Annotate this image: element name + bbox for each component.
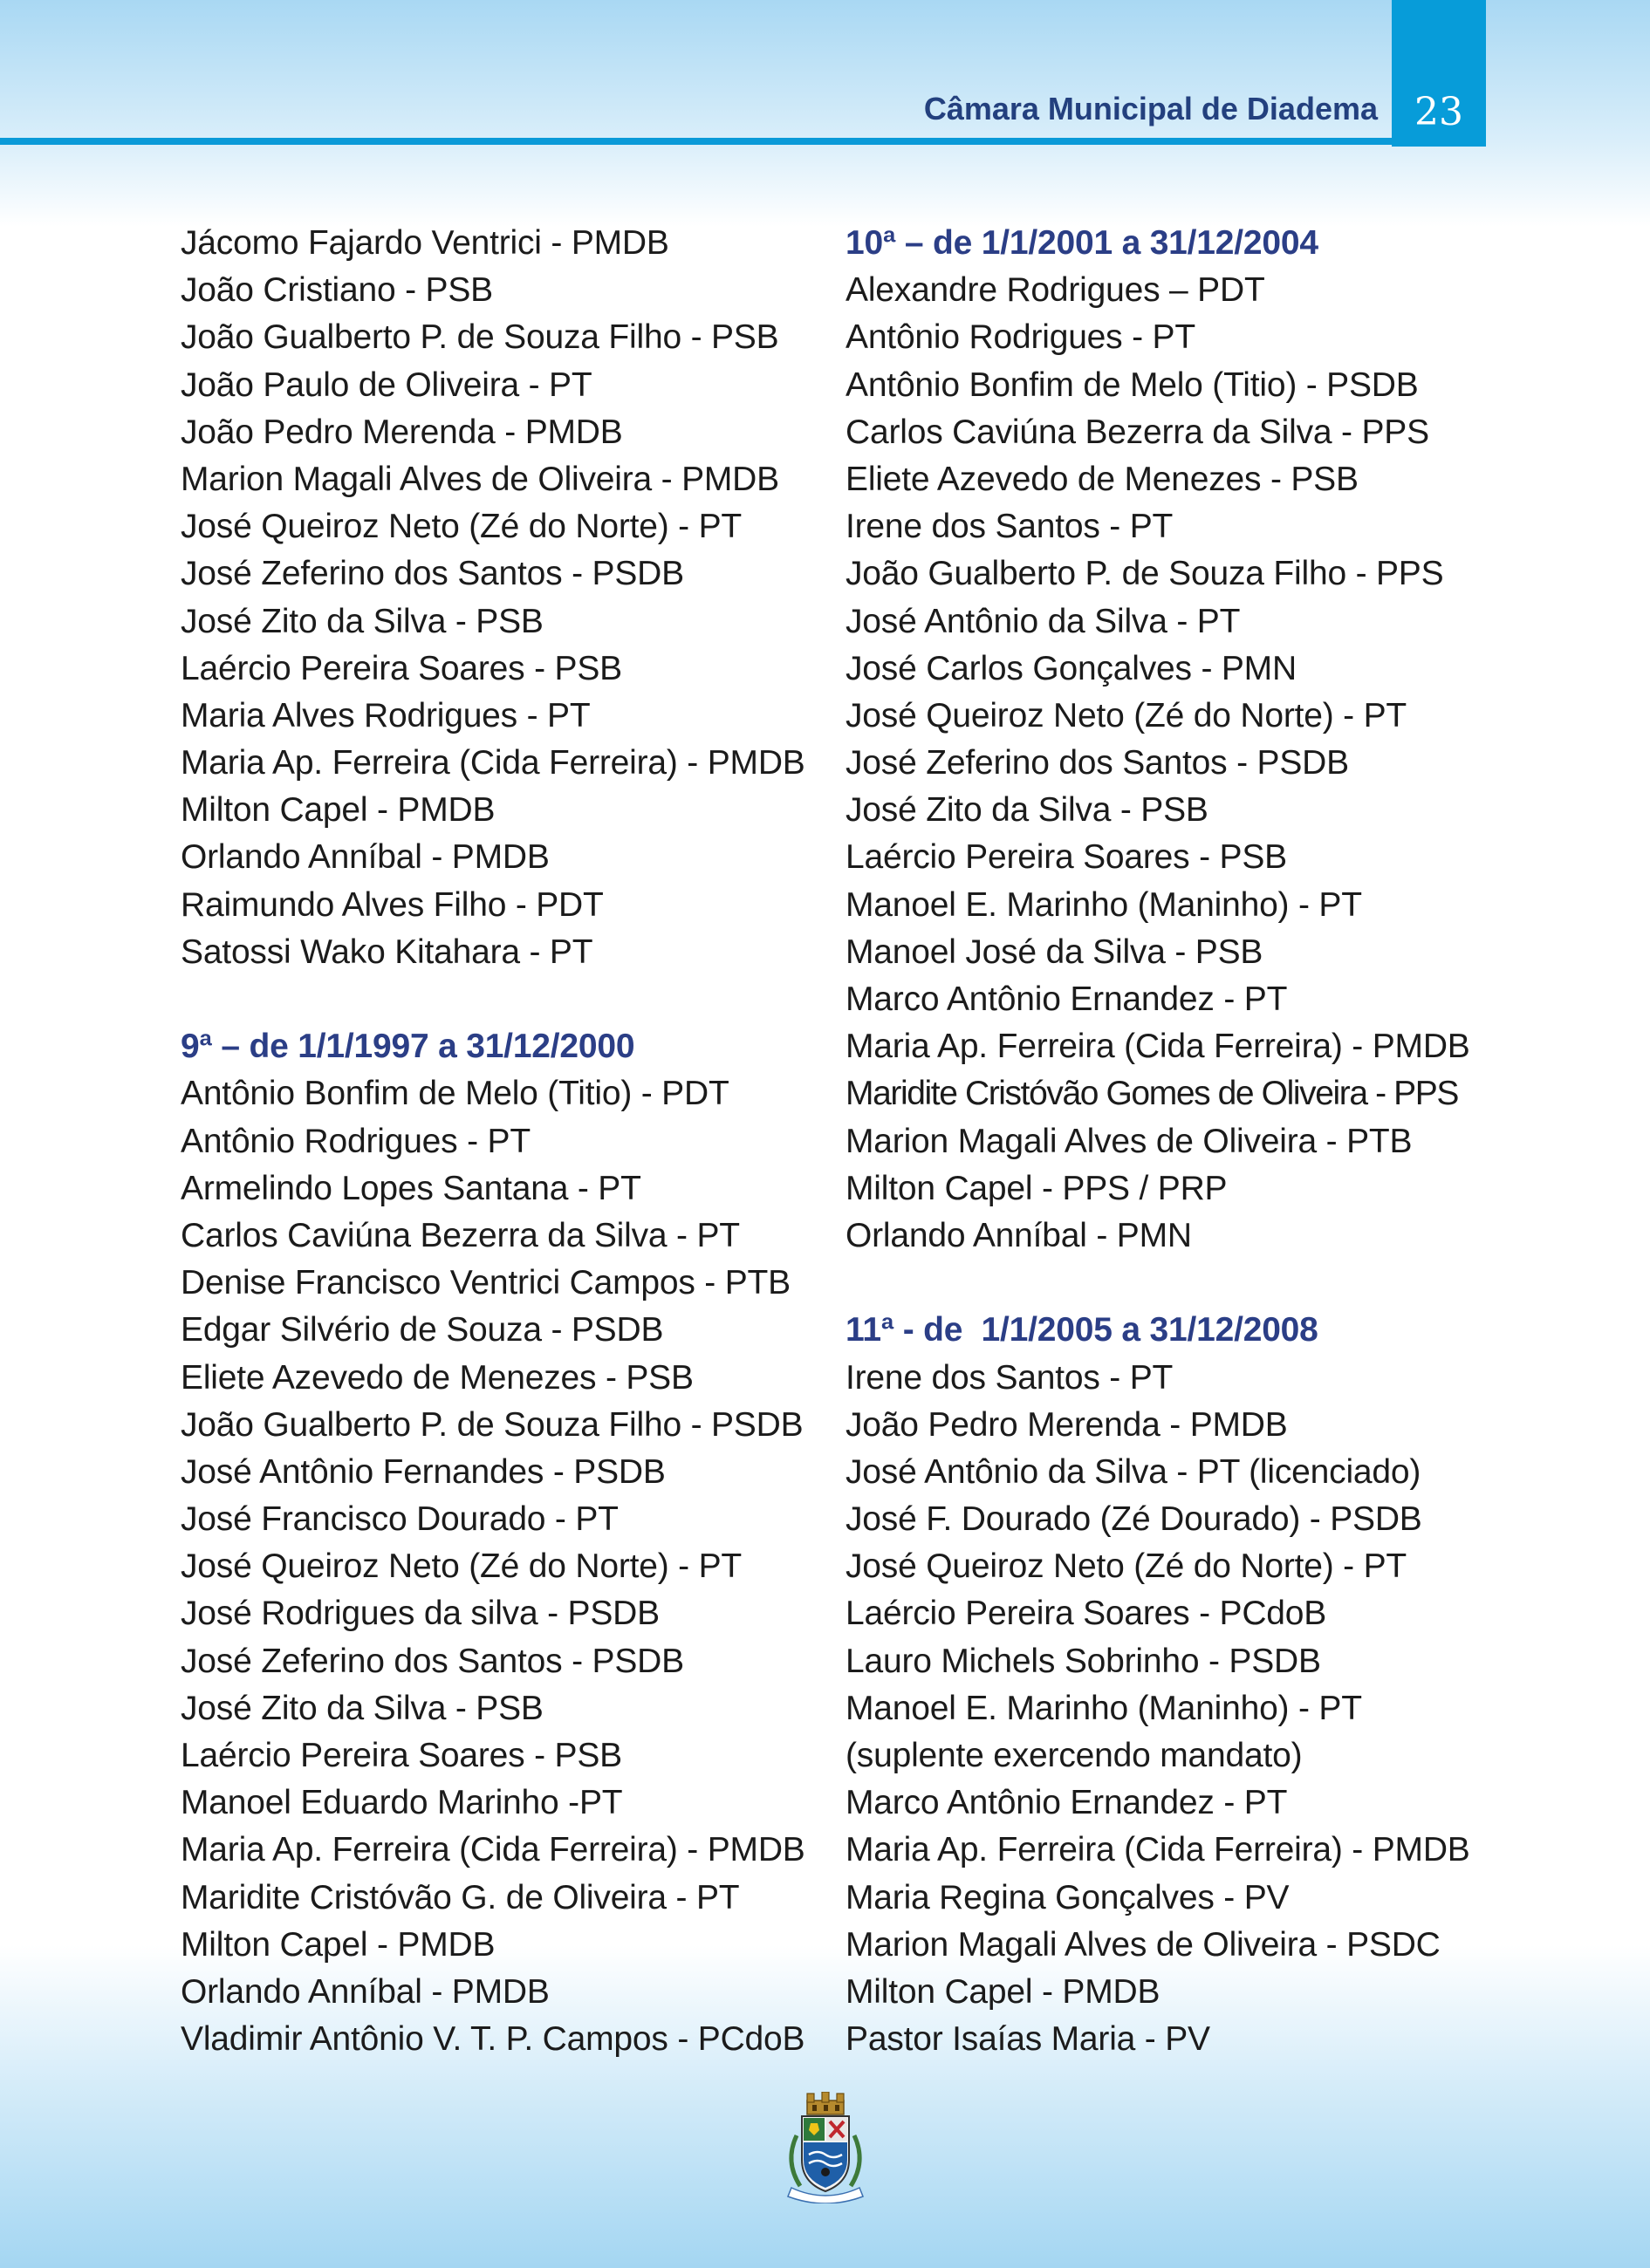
page-header-title: Câmara Municipal de Diadema [923, 91, 1378, 126]
member-entry: Maria Ap. Ferreira (Cida Ferreira) - PMDB [846, 1831, 1470, 1869]
member-entry: João Pedro Merenda - PMDB [181, 413, 623, 451]
page-number-tab [1392, 0, 1486, 147]
member-entry: Eliete Azevedo de Menezes - PSB [846, 460, 1359, 498]
member-entry: João Cristiano - PSB [181, 271, 493, 310]
diadema-coat-of-arms-icon [779, 2092, 872, 2203]
member-entry: José Carlos Gonçalves - PMN [846, 649, 1297, 687]
member-entry: Lauro Michels Sobrinho - PSDB [846, 1642, 1321, 1680]
member-entry: Manoel Eduardo Marinho -PT [181, 1784, 623, 1822]
member-entry: José Zito da Silva - PSB [181, 602, 544, 640]
member-entry: Antônio Bonfim de Melo (Titio) - PDT [181, 1075, 729, 1113]
member-entry: Pastor Isaías Maria - PV [846, 2020, 1210, 2059]
member-entry: José Zeferino dos Santos - PSDB [181, 1642, 684, 1680]
member-entry: Antônio Rodrigues - PT [181, 1122, 531, 1160]
member-entry: José Antônio da Silva - PT [846, 602, 1241, 640]
member-entry: José Queiroz Neto (Zé do Norte) - PT [181, 1547, 743, 1586]
member-entry: Orlando Anníbal - PMDB [181, 1972, 550, 2011]
member-entry: Laércio Pereira Soares - PSB [181, 649, 622, 687]
member-entry: José Queiroz Neto (Zé do Norte) - PT [846, 696, 1407, 734]
member-entry: José Zito da Silva - PSB [846, 791, 1208, 830]
member-entry: Marco Antônio Ernandez - PT [846, 1784, 1288, 1822]
legislature-10-heading: 10ª – de 1/1/2001 a 31/12/2004 [846, 224, 1318, 262]
member-entry: Marion Magali Alves de Oliveira - PTB [846, 1122, 1413, 1160]
member-entry: João Paulo de Oliveira - PT [181, 365, 592, 404]
member-entry: Jácomo Fajardo Ventrici - PMDB [181, 224, 669, 262]
member-entry: Marion Magali Alves de Oliveira - PMDB [181, 460, 779, 498]
member-entry: José Antônio Fernandes - PSDB [181, 1452, 666, 1491]
member-entry: Manoel José da Silva - PSB [846, 932, 1263, 971]
section-spacer [846, 1260, 1491, 1307]
left-column [181, 220, 826, 2063]
member-entry: Manoel E. Marinho (Maninho) - PT [846, 885, 1362, 924]
member-entry: Satossi Wako Kitahara - PT [181, 932, 593, 971]
member-entry: Carlos Caviúna Bezerra da Silva - PPS [846, 413, 1429, 451]
right-column [846, 220, 1491, 2063]
member-entry: José Zeferino dos Santos - PSDB [181, 555, 684, 593]
member-entry: Manoel E. Marinho (Maninho) - PT [846, 1689, 1362, 1727]
member-entry: Orlando Anníbal - PMDB [181, 838, 550, 877]
member-entry: Milton Capel - PMDB [181, 791, 496, 830]
member-entry: João Gualberto P. de Souza Filho - PSDB [181, 1405, 804, 1444]
member-entry: José Antônio da Silva - PT (licenciado) [846, 1452, 1421, 1491]
member-entry: Raimundo Alves Filho - PDT [181, 885, 604, 924]
member-entry: Irene dos Santos - PT [846, 1358, 1174, 1397]
member-entry: José Zeferino dos Santos - PSDB [846, 744, 1349, 782]
member-entry: Alexandre Rodrigues – PDT [846, 271, 1265, 310]
member-entry: José Rodrigues da silva - PSDB [181, 1595, 660, 1633]
member-entry: Antônio Rodrigues - PT [846, 318, 1195, 357]
member-entry: José F. Dourado (Zé Dourado) - PSDB [846, 1500, 1422, 1539]
member-entry: José Queiroz Neto (Zé do Norte) - PT [181, 508, 743, 546]
member-entry: Milton Capel - PPS / PRP [846, 1169, 1228, 1207]
member-entry: Eliete Azevedo de Menezes - PSB [181, 1358, 694, 1397]
member-entry: Maria Ap. Ferreira (Cida Ferreira) - PMDB [846, 1028, 1470, 1066]
member-entry: Maridite Cristóvão Gomes de Oliveira - PPS [846, 1075, 1458, 1113]
member-entry: José Zito da Silva - PSB [181, 1689, 544, 1727]
member-entry: João Gualberto P. de Souza Filho - PPS [846, 555, 1444, 593]
member-entry: Milton Capel - PMDB [181, 1925, 496, 1964]
member-entry: Maria Ap. Ferreira (Cida Ferreira) - PMDB [181, 744, 805, 782]
member-entry: Laércio Pereira Soares - PSB [181, 1737, 622, 1774]
member-entry: Edgar Silvério de Souza - PSDB [181, 1311, 664, 1349]
member-entry: João Pedro Merenda - PMDB [846, 1405, 1288, 1444]
member-entry: Maridite Cristóvão G. de Oliveira - PT [181, 1878, 740, 1916]
member-entry: José Francisco Dourado - PT [181, 1500, 619, 1539]
member-entry: Maria Alves Rodrigues - PT [181, 696, 591, 734]
member-entry: Orlando Anníbal - PMN [846, 1216, 1192, 1254]
legislature-9-heading: 9ª – de 1/1/1997 a 31/12/2000 [181, 1028, 635, 1066]
member-entry: Laércio Pereira Soares - PSB [846, 838, 1287, 877]
member-entry: Vladimir Antônio V. T. P. Campos - PCdoB [181, 2020, 805, 2059]
member-entry: Marion Magali Alves de Oliveira - PSDC [846, 1925, 1441, 1964]
member-entry: Marco Antônio Ernandez - PT [846, 980, 1288, 1018]
member-entry: Denise Francisco Ventrici Campos - PTB [181, 1264, 791, 1302]
member-entry: Milton Capel - PMDB [846, 1972, 1160, 2011]
member-entry-note: (suplente exercendo mandato) [846, 1737, 1303, 1774]
legislature-11-heading: 11ª - de 1/1/2005 a 31/12/2008 [846, 1311, 1318, 1349]
member-entry: Maria Regina Gonçalves - PV [846, 1878, 1290, 1916]
member-entry: Laércio Pereira Soares - PCdoB [846, 1595, 1327, 1633]
member-entry: João Gualberto P. de Souza Filho - PSB [181, 318, 779, 357]
header-rule [0, 138, 1486, 145]
section-spacer [181, 976, 826, 1023]
member-entry: Irene dos Santos - PT [846, 508, 1174, 546]
page-number: 23 [1414, 90, 1463, 134]
member-entry: Maria Ap. Ferreira (Cida Ferreira) - PMDB [181, 1831, 805, 1869]
member-entry: Antônio Bonfim de Melo (Titio) - PSDB [846, 365, 1419, 404]
member-entry: Carlos Caviúna Bezerra da Silva - PT [181, 1216, 740, 1254]
member-entry: José Queiroz Neto (Zé do Norte) - PT [846, 1547, 1407, 1586]
member-entry: Armelindo Lopes Santana - PT [181, 1169, 641, 1207]
